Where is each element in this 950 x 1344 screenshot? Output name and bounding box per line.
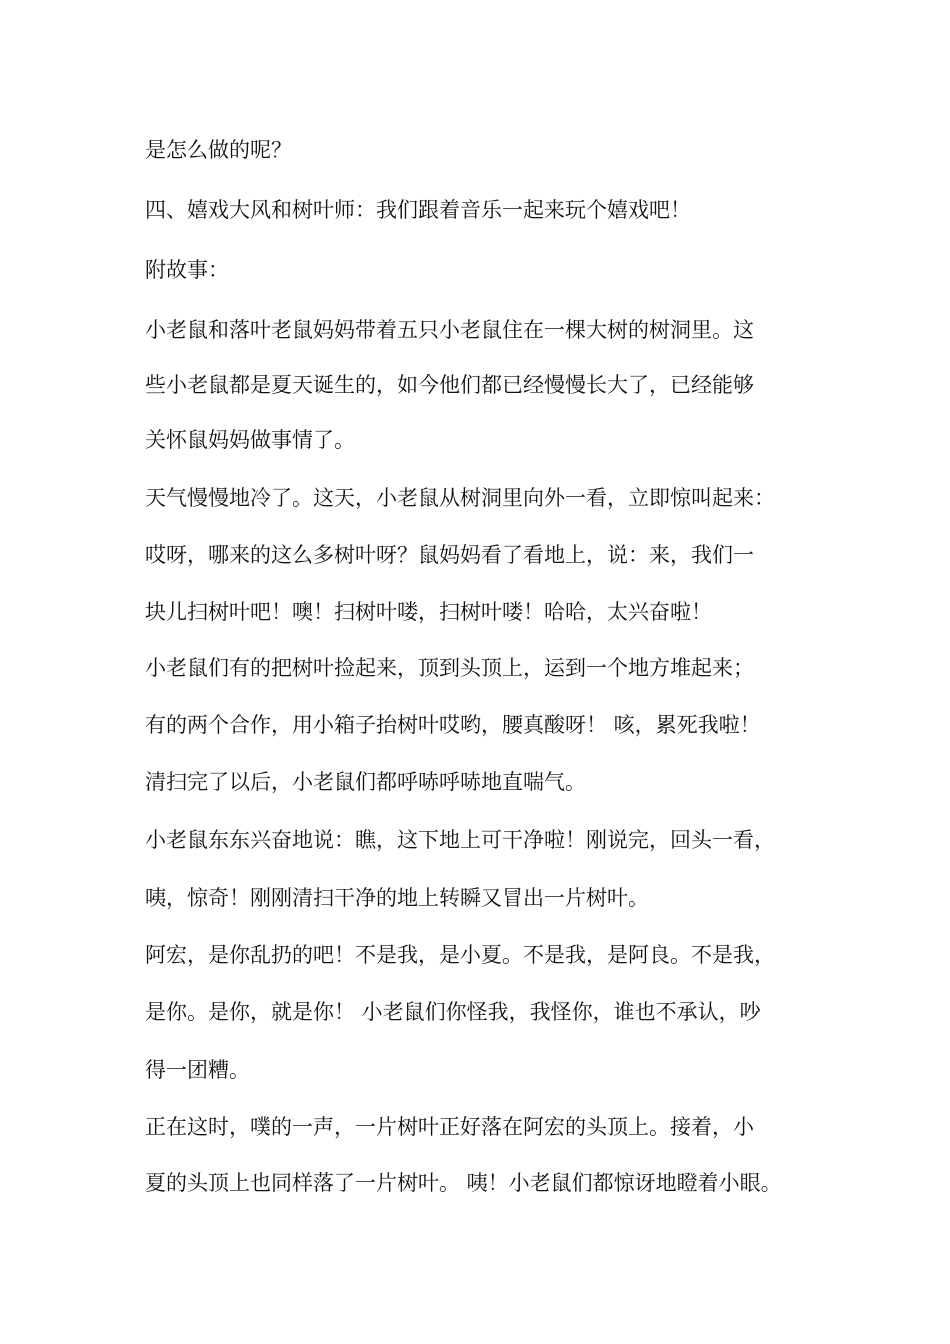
section-heading: 四、嬉戏大风和树叶师：我们跟着音乐一起来玩个嬉戏吧！ [145,198,691,222]
text-line: 关怀鼠妈妈做事情了。 [145,428,355,452]
text-line: 哎呀，哪来的这么多树叶呀？鼠妈妈看了看地上，说：来，我们一 [145,543,754,567]
text-line: 天气慢慢地冷了。这天，小老鼠从树洞里向外一看，立即惊叫起来： [145,486,775,510]
text-line: 夏的头顶上也同样落了一片树叶。 咦！小老鼠们都惊讶地瞪着小眼。 [145,1171,782,1195]
text-line: 小老鼠东东兴奋地说：瞧，这下地上可干净啦！刚说完，回头一看， [145,828,775,852]
text-line: 咦，惊奇！刚刚清扫干净的地上转瞬又冒出一片树叶。 [145,886,649,910]
text-line: 得一团糟。 [145,1058,250,1082]
text-line: 是怎么做的呢？ [145,138,292,162]
text-line: 阿宏，是你乱扔的吧！不是我，是小夏。不是我，是阿良。不是我， [145,943,775,967]
text-line: 块儿扫树叶吧！噢！扫树叶喽，扫树叶喽！哈哈，太兴奋啦！ [145,600,712,624]
text-line: 有的两个合作，用小箱子抬树叶哎哟，腰真酸呀！ 咳，累死我啦！ [145,713,761,737]
text-line: 正在这时，噗的一声，一片树叶正好落在阿宏的头顶上。接着，小 [145,1115,754,1139]
text-line: 些小老鼠都是夏天诞生的，如今他们都已经慢慢长大了，已经能够 [145,373,754,397]
text-line: 是你。是你，就是你！ 小老鼠们你怪我，我怪你，谁也不承认，吵 [145,1000,761,1024]
text-line: 小老鼠和落叶老鼠妈妈带着五只小老鼠住在一棵大树的树洞里。这 [145,318,754,342]
text-line: 小老鼠们有的把树叶捡起来，顶到头顶上，运到一个地方堆起来； [145,656,754,680]
story-label: 附故事： [145,258,229,282]
text-line: 清扫完了以后，小老鼠们都呼哧呼哧地直喘气。 [145,770,586,794]
